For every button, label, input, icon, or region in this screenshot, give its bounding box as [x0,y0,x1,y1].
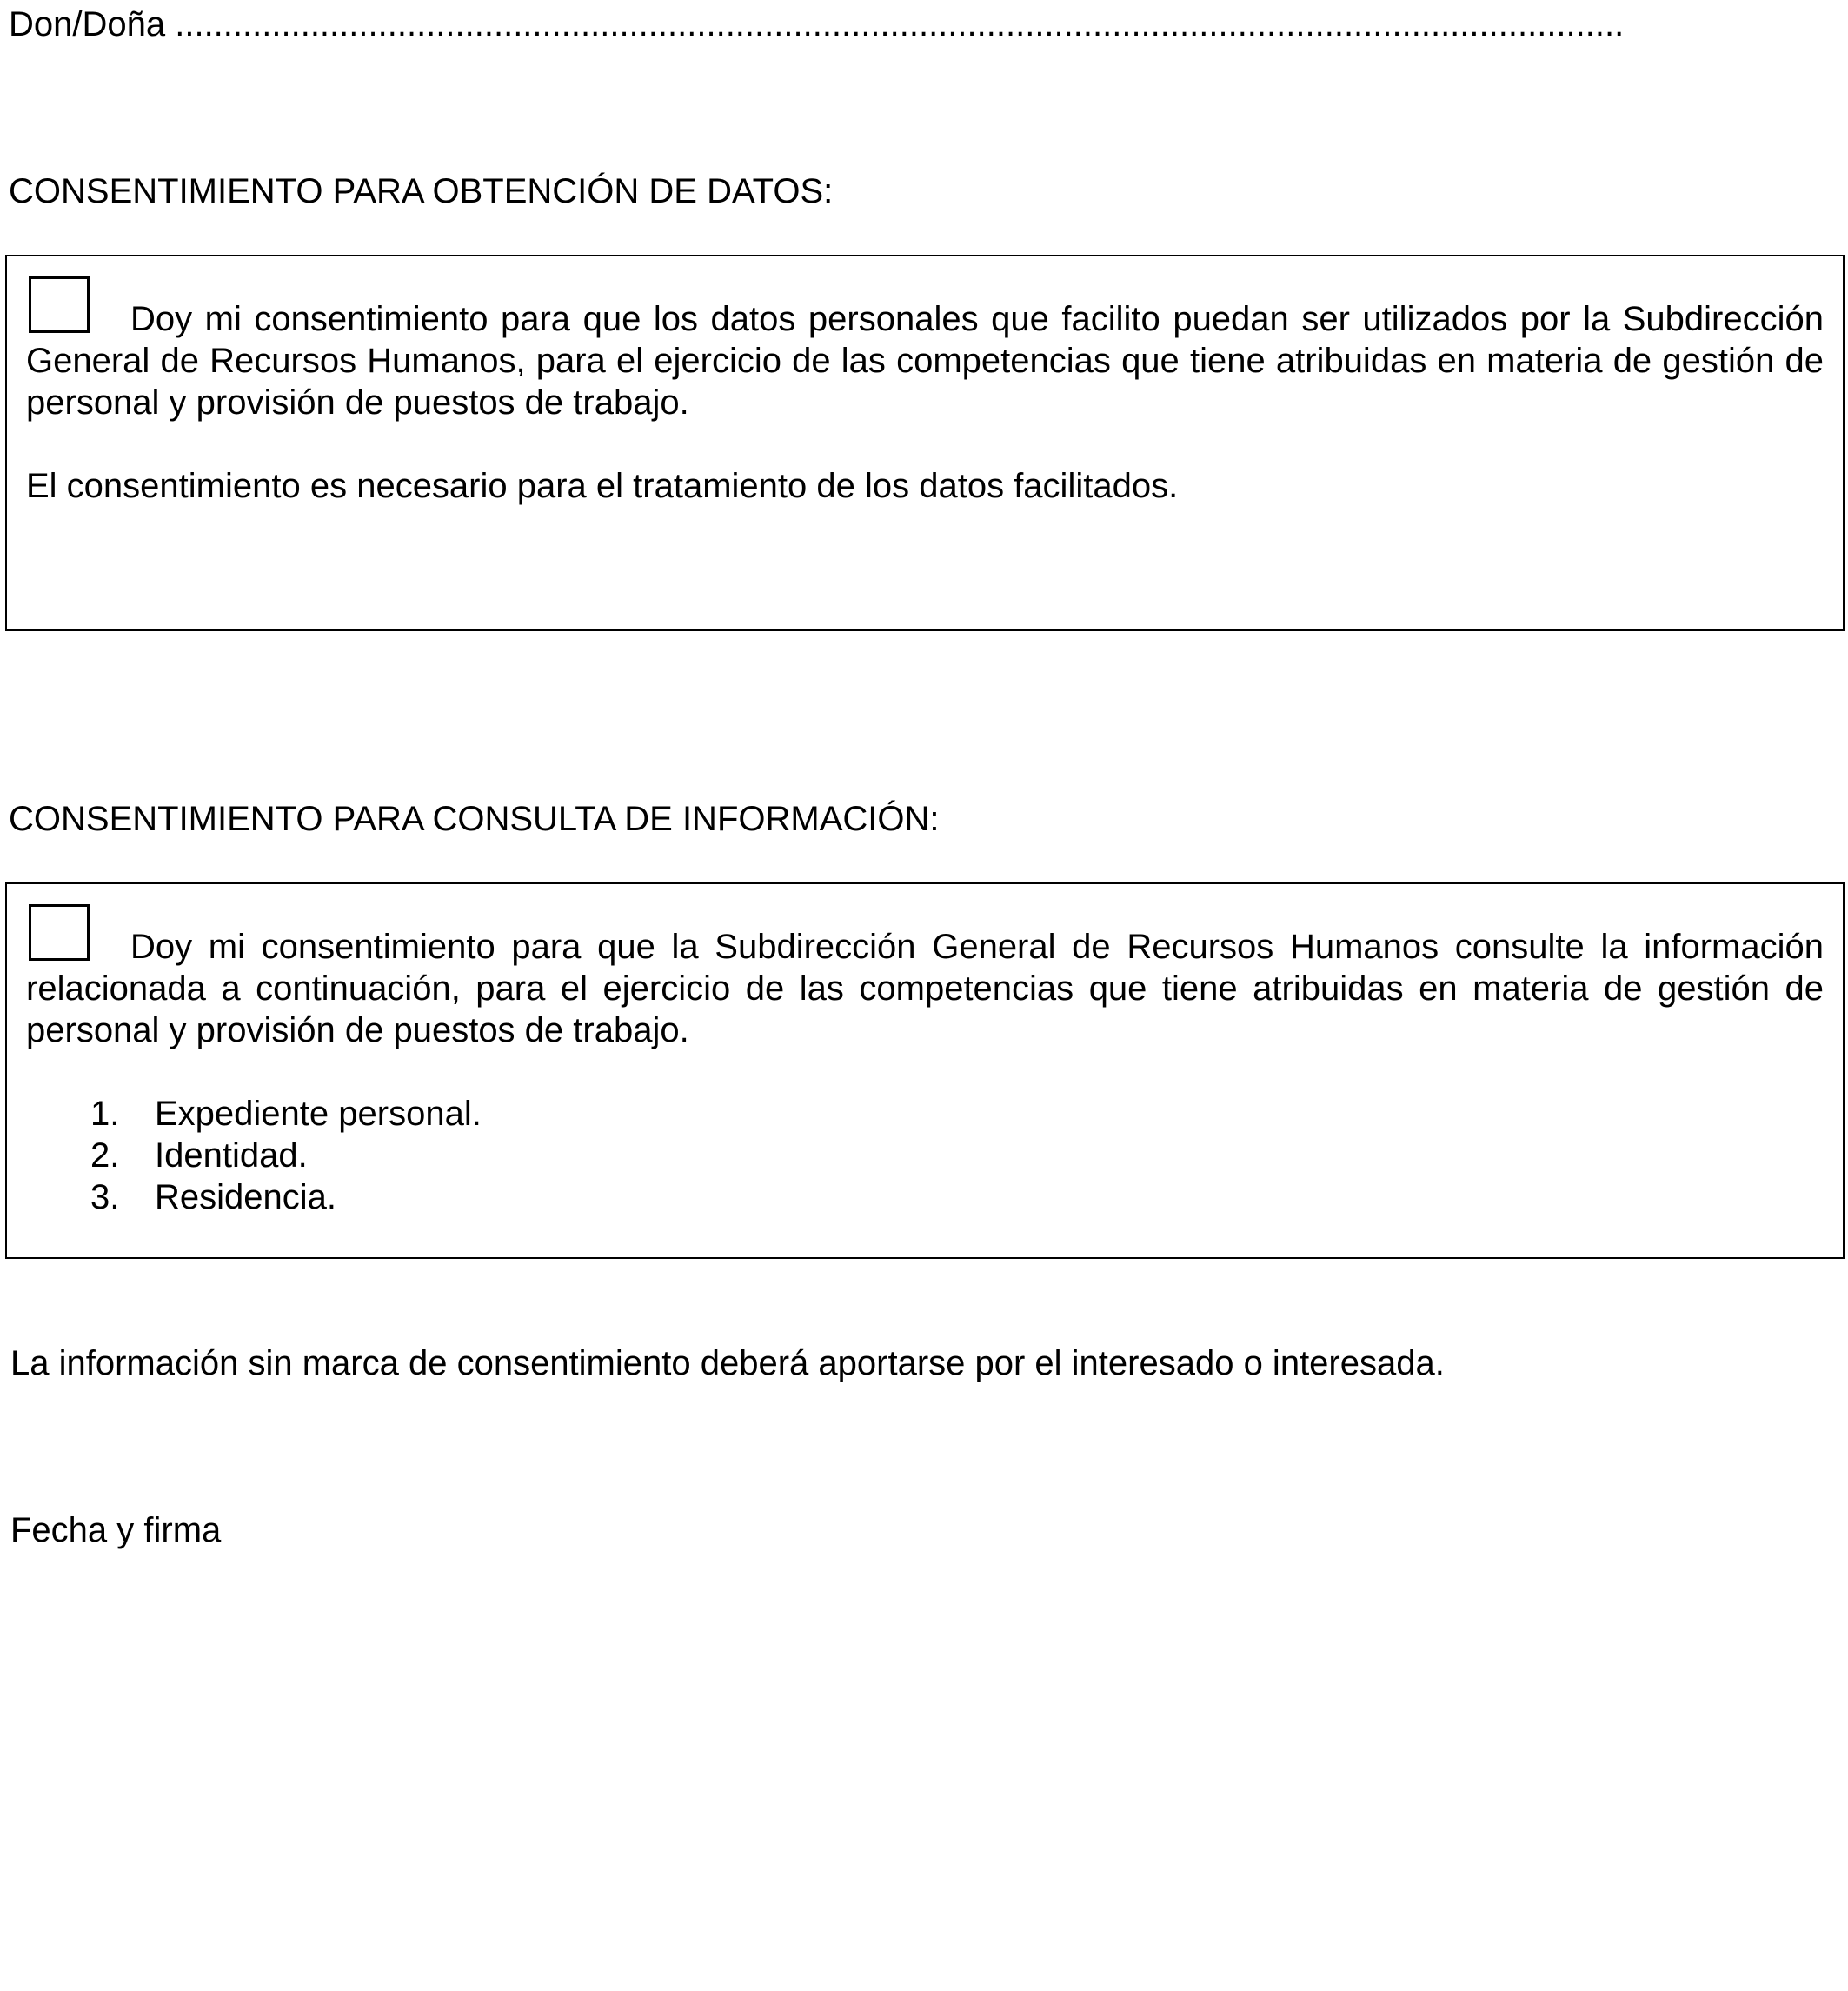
list-item-label: Expediente personal. [155,1095,482,1133]
missing-consent-note: La información sin marca de consentimiento deberá aportarse por el interesado o interesada. [10,1344,1445,1382]
section-heading-datos: CONSENTIMIENTO PARA OBTENCIÓN DE DATOS: [9,172,834,210]
consent-text-consulta: Doy mi consentimiento para que la Subdirección General de Recursos Humanos consulte la información relacionada a continuación, para el ejercicio de las competencias que tiene atribuidas en materia de gestión de personal y provisión de puestos de trabajo. [26,928,1824,1049]
consent-necessity-note: El consentimiento es necesario para el tratamiento de los datos facilitados. [26,467,1179,505]
consent-box-consulta [5,882,1845,1259]
list-item [26,1135,1824,1176]
section-heading-consulta: CONSENTIMIENTO PARA CONSULTA DE INFORMACIÓN: [9,800,940,838]
consent-box-datos [5,255,1845,631]
list-item-number: 1. [90,1095,120,1133]
list-item-label: Identidad. [155,1136,308,1175]
consent-paragraph-consulta [26,926,1824,1051]
list-item-label: Residencia. [155,1178,337,1216]
consent-box-consulta-content [26,884,1824,1218]
list-item-number: 2. [90,1136,120,1175]
consent-text-datos: Doy mi consentimiento para que los datos personales que facilito puedan ser utilizados por la Subdirección General de Recursos Humanos, para el ejercicio de las competencias que tiene atribuidas en materia de gestión de personal y provisión de puestos de trabajo. [26,300,1824,422]
list-item-number: 3. [90,1178,120,1216]
consent-box-datos-content [26,256,1824,507]
list-item [26,1176,1824,1218]
list-item [26,1093,1824,1135]
consent-paragraph-datos [26,298,1824,423]
applicant-name-line: Don/Doña ...................................................................................................................................................... [9,5,1625,43]
signature-label: Fecha y firma [10,1511,222,1549]
information-list [26,1093,1824,1218]
